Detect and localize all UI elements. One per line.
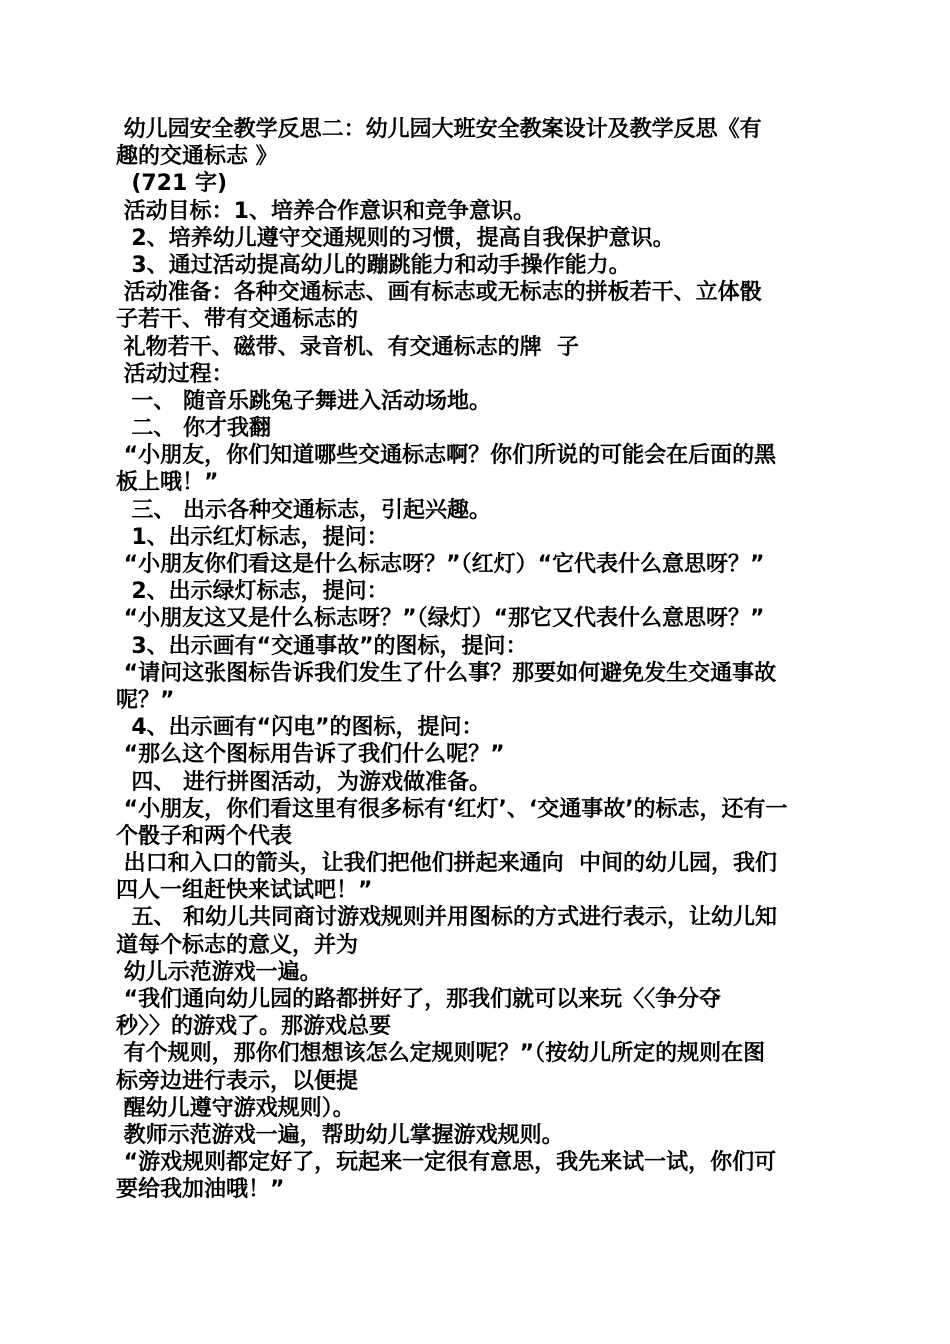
text-line: 秒〉〉的游戏了。那游戏总要	[116, 1014, 392, 1040]
text-line: 醒幼儿遵守游戏规则）。	[116, 1095, 355, 1121]
text-line: 标旁边进行表示，以便提	[116, 1068, 359, 1094]
text-line: 一、 随音乐跳兔子舞进入活动场地。	[116, 388, 491, 414]
text-line: 呢？”	[116, 687, 175, 713]
text-line: 4、出示画有“闪电”的图标，提问：	[116, 715, 484, 741]
text-line: 板上哦！”	[116, 470, 219, 496]
text-line: 出口和入口的箭头，让我们把他们拼起来通向 中间的幼儿园，我们	[116, 851, 777, 877]
text-line: “游戏规则都定好了，玩起来一定很有意思，我先来试一试，你们可	[116, 1150, 777, 1176]
text-line: 活动目标：1、培养合作意识和竞争意识。	[116, 198, 535, 224]
text-line: 幼儿园安全教学反思二：幼儿园大班安全教案设计及教学反思《有	[116, 117, 762, 142]
text-line: 四人一组赶快来试试吧！”	[116, 878, 373, 904]
text-line: “小朋友你们看这是什么标志呀？”（红灯）“它代表什么意思呀？”	[116, 552, 765, 577]
text-line: 二、 你才我翻	[116, 416, 271, 442]
text-line: 2、出示绿灯标志，提问：	[116, 579, 389, 605]
text-line: 要给我加油哦！”	[116, 1177, 285, 1203]
text-line: 1、出示红灯标志，提问：	[116, 524, 389, 550]
text-line: 2、培养幼儿遵守交通规则的习惯，提高自我保护意识。	[116, 225, 675, 251]
text-line: 趣的交通标志 》	[116, 144, 278, 170]
text-line: 3、出示画有“交通事故”的图标，提问：	[116, 633, 528, 659]
text-line: 四、 进行拼图活动，为游戏做准备。	[116, 769, 491, 795]
text-line: 活动准备：各种交通标志、画有标志或无标志的拼板若干、立体骰	[116, 280, 762, 306]
text-line: 五、 和幼儿共同商讨游戏规则并用图标的方式进行表示，让幼儿知	[116, 905, 777, 931]
text-line: 有个规则，那你们想想该怎么定规则呢？”（按幼儿所定的规则在图	[116, 1041, 766, 1067]
text-line: 教师示范游戏一遍，帮助幼儿掌握游戏规则。	[116, 1122, 564, 1148]
text-line: 个骰子和两个代表	[116, 823, 293, 849]
text-line: 幼儿示范游戏一遍。	[116, 959, 322, 985]
text-line: 子若干、带有交通标志的	[116, 307, 359, 333]
text-line: “小朋友，你们看这里有很多标有‘红灯’、‘交通事故’的标志，还有一	[116, 796, 788, 822]
text-line: “小朋友这又是什么标志呀？”（绿灯）“那它又代表什么意思呀？”	[116, 606, 765, 632]
text-line: 道每个标志的意义，并为	[116, 932, 359, 958]
text-line: “小朋友，你们知道哪些交通标志啊？你们所说的可能会在后面的黑	[116, 443, 777, 469]
text-line: “请问这张图标告诉我们发生了什么事？那要如何避免发生交通事故	[116, 660, 777, 686]
text-line: 活动过程：	[116, 361, 234, 387]
text-line: “那么这个图标用告诉了我们什么呢？”	[116, 742, 505, 768]
document-body	[116, 116, 836, 1204]
text-line: 三、 出示各种交通标志，引起兴趣。	[116, 497, 491, 523]
text-line: 3、通过活动提高幼儿的蹦跳能力和动手操作能力。	[116, 252, 631, 278]
text-line: 礼物若干、磁带、录音机、有交通标志的牌 子	[116, 334, 579, 360]
text-line: (721 字)	[116, 171, 228, 197]
text-line: “我们通向幼儿园的路都拼好了，那我们就可以来玩〈〈争分夺	[116, 987, 722, 1012]
